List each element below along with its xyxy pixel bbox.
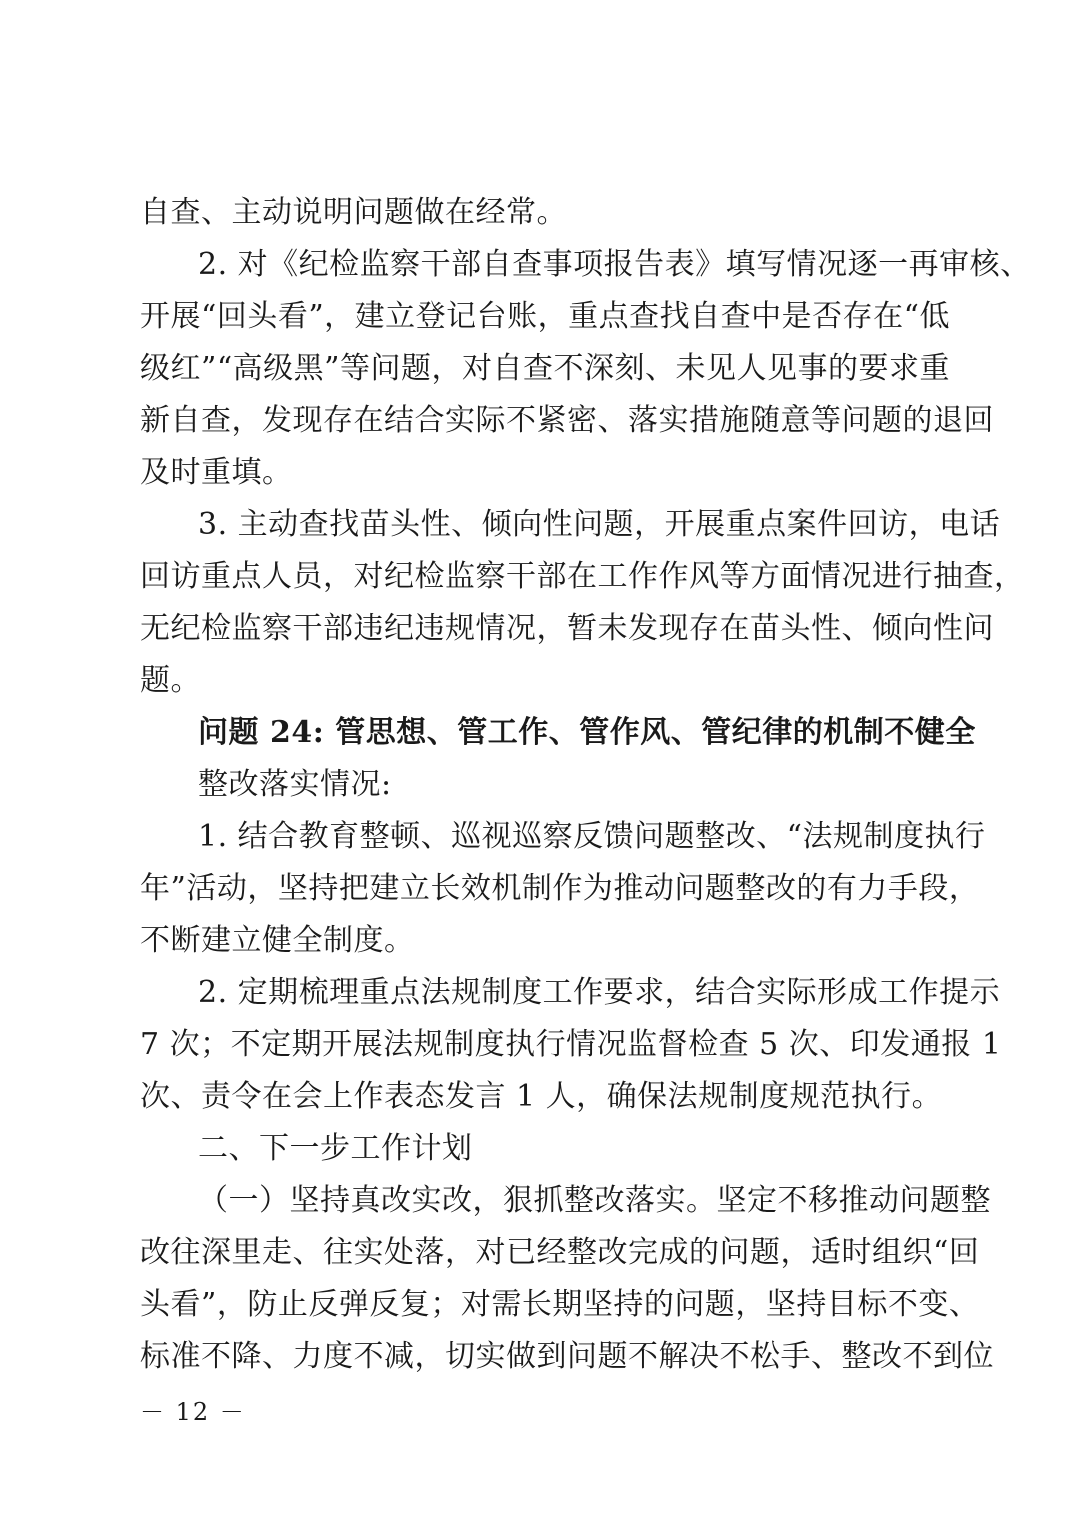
- text-line: 3. 主动查找苗头性、倾向性问题，开展重点案件回访，电话: [198, 507, 1001, 542]
- text-line: 级红”“高级黑”等问题，对自查不深刻、未见人见事的要求重: [140, 351, 951, 386]
- page-number: － 12 －: [140, 1398, 246, 1426]
- text-line: （一）坚持真改实改，狠抓整改落实。坚定不移推动问题整: [198, 1183, 991, 1218]
- text-line: 头看”，防止反弹反复；对需长期坚持的问题，坚持目标不变、: [140, 1287, 980, 1322]
- issue-heading: 问题 24: 管思想、管工作、管作风、管纪律的机制不健全: [198, 715, 976, 750]
- section-heading: 二、下一步工作计划: [198, 1131, 473, 1166]
- text-line: 及时重填。: [140, 455, 293, 490]
- text-line: 次、责令在会上作表态发言 1 人，确保法规制度规范执行。: [140, 1079, 943, 1114]
- text-line: 改往深里走、往实处落，对已经整改完成的问题，适时组织“回: [140, 1235, 980, 1270]
- subheading: 整改落实情况:: [198, 767, 392, 802]
- text-line: 7 次；不定期开展法规制度执行情况监督检查 5 次、印发通报 1: [140, 1027, 1002, 1062]
- text-line: 年”活动，坚持把建立长效机制作为推动问题整改的有力手段，: [140, 871, 980, 906]
- text-line: 1. 结合教育整顿、巡视巡察反馈问题整改、“法规制度执行: [198, 819, 986, 854]
- text-line: 标准不降、力度不减，切实做到问题不解决不松手、整改不到位: [140, 1339, 994, 1374]
- text-line: 新自查，发现存在结合实际不紧密、落实措施随意等问题的退回: [140, 403, 994, 438]
- text-line: 回访重点人员，对纪检监察干部在工作作风等方面情况进行抽查，: [140, 559, 1025, 594]
- text-line: 开展“回头看”，建立登记台账，重点查找自查中是否存在“低: [140, 299, 951, 334]
- text-line: 题。: [140, 663, 201, 698]
- text-line: 2. 对《纪检监察干部自查事项报告表》填写情况逐一再审核、: [198, 247, 1031, 282]
- text-line: 无纪检监察干部违纪违规情况，暂未发现存在苗头性、倾向性问: [140, 611, 994, 646]
- text-line: 2. 定期梳理重点法规制度工作要求，结合实际形成工作提示: [198, 975, 1001, 1010]
- text-line: 不断建立健全制度。: [140, 923, 415, 958]
- text-line: 自查、主动说明问题做在经常。: [140, 195, 567, 230]
